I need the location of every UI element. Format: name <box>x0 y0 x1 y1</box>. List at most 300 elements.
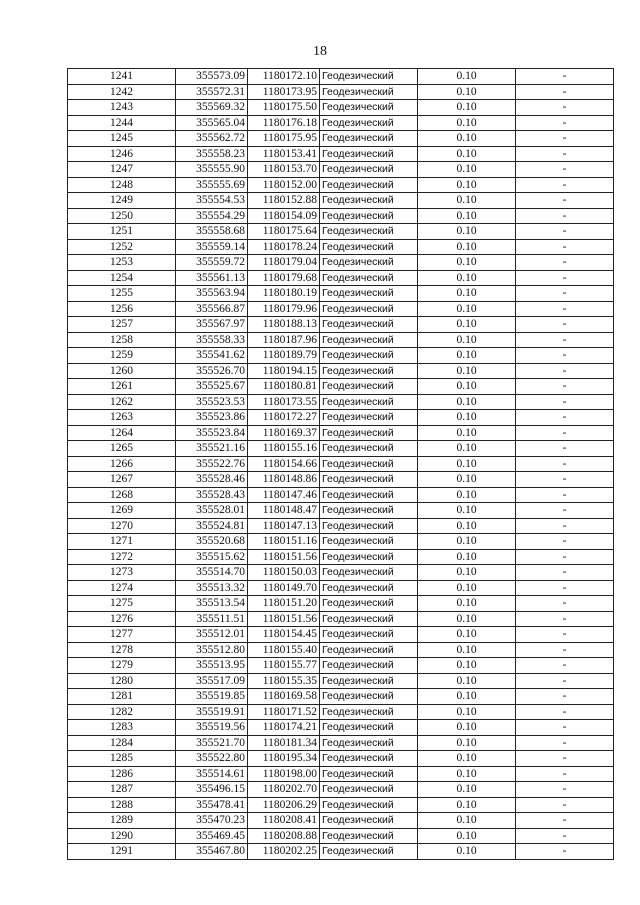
y-coordinate-cell: 1180152.88 <box>248 193 320 209</box>
x-coordinate-cell: 355569.32 <box>176 100 248 116</box>
x-coordinate-cell: 355528.01 <box>176 503 248 519</box>
table-row <box>68 596 614 612</box>
description-cell: - <box>516 115 614 131</box>
method-cell: Геодезический <box>320 224 418 240</box>
point-number-cell: 1285 <box>68 751 176 767</box>
point-number-cell: 1274 <box>68 580 176 596</box>
x-coordinate-cell: 355528.43 <box>176 487 248 503</box>
description-cell: - <box>516 177 614 193</box>
description-cell: - <box>516 131 614 147</box>
method-cell: Геодезический <box>320 782 418 798</box>
table-row <box>68 766 614 782</box>
description-cell: - <box>516 332 614 348</box>
method-cell: Геодезический <box>320 193 418 209</box>
description-cell: - <box>516 844 614 860</box>
point-number-cell: 1271 <box>68 534 176 550</box>
x-coordinate-cell: 355565.04 <box>176 115 248 131</box>
table-row <box>68 177 614 193</box>
table-row <box>68 472 614 488</box>
x-coordinate-cell: 355478.41 <box>176 797 248 813</box>
x-coordinate-cell: 355561.13 <box>176 270 248 286</box>
method-cell: Геодезический <box>320 131 418 147</box>
description-cell: - <box>516 441 614 457</box>
x-coordinate-cell: 355513.32 <box>176 580 248 596</box>
accuracy-cell: 0.10 <box>418 379 516 395</box>
table-row <box>68 317 614 333</box>
accuracy-cell: 0.10 <box>418 580 516 596</box>
point-number-cell: 1243 <box>68 100 176 116</box>
point-number-cell: 1264 <box>68 425 176 441</box>
x-coordinate-cell: 355511.51 <box>176 611 248 627</box>
table-row <box>68 69 614 85</box>
table-row <box>68 503 614 519</box>
accuracy-cell: 0.10 <box>418 518 516 534</box>
x-coordinate-cell: 355514.61 <box>176 766 248 782</box>
description-cell: - <box>516 301 614 317</box>
point-number-cell: 1256 <box>68 301 176 317</box>
table-row <box>68 425 614 441</box>
accuracy-cell: 0.10 <box>418 534 516 550</box>
accuracy-cell: 0.10 <box>418 332 516 348</box>
method-cell: Геодезический <box>320 69 418 85</box>
accuracy-cell: 0.10 <box>418 425 516 441</box>
point-number-cell: 1275 <box>68 596 176 612</box>
description-cell: - <box>516 425 614 441</box>
x-coordinate-cell: 355522.76 <box>176 456 248 472</box>
method-cell: Геодезический <box>320 410 418 426</box>
method-cell: Геодезический <box>320 534 418 550</box>
method-cell: Геодезический <box>320 270 418 286</box>
description-cell: - <box>516 813 614 829</box>
table-row <box>68 782 614 798</box>
x-coordinate-cell: 355566.87 <box>176 301 248 317</box>
method-cell: Геодезический <box>320 84 418 100</box>
table-row <box>68 131 614 147</box>
method-cell: Геодезический <box>320 100 418 116</box>
accuracy-cell: 0.10 <box>418 317 516 333</box>
point-number-cell: 1281 <box>68 689 176 705</box>
method-cell: Геодезический <box>320 766 418 782</box>
description-cell: - <box>516 580 614 596</box>
description-cell: - <box>516 549 614 565</box>
method-cell: Геодезический <box>320 239 418 255</box>
method-cell: Геодезический <box>320 627 418 643</box>
description-cell: - <box>516 84 614 100</box>
table-row <box>68 797 614 813</box>
method-cell: Геодезический <box>320 751 418 767</box>
description-cell: - <box>516 611 614 627</box>
description-cell: - <box>516 224 614 240</box>
accuracy-cell: 0.10 <box>418 751 516 767</box>
x-coordinate-cell: 355523.53 <box>176 394 248 410</box>
x-coordinate-cell: 355469.45 <box>176 828 248 844</box>
method-cell: Геодезический <box>320 549 418 565</box>
description-cell: - <box>516 642 614 658</box>
point-number-cell: 1283 <box>68 720 176 736</box>
x-coordinate-cell: 355524.81 <box>176 518 248 534</box>
table-row <box>68 224 614 240</box>
accuracy-cell: 0.10 <box>418 100 516 116</box>
table-row <box>68 100 614 116</box>
method-cell: Геодезический <box>320 797 418 813</box>
description-cell: - <box>516 239 614 255</box>
y-coordinate-cell: 1180155.35 <box>248 673 320 689</box>
table-row <box>68 363 614 379</box>
accuracy-cell: 0.10 <box>418 301 516 317</box>
method-cell: Геодезический <box>320 472 418 488</box>
y-coordinate-cell: 1180176.18 <box>248 115 320 131</box>
description-cell: - <box>516 146 614 162</box>
accuracy-cell: 0.10 <box>418 177 516 193</box>
accuracy-cell: 0.10 <box>418 69 516 85</box>
accuracy-cell: 0.10 <box>418 208 516 224</box>
method-cell: Геодезический <box>320 363 418 379</box>
y-coordinate-cell: 1180155.77 <box>248 658 320 674</box>
accuracy-cell: 0.10 <box>418 146 516 162</box>
table-row <box>68 270 614 286</box>
accuracy-cell: 0.10 <box>418 627 516 643</box>
y-coordinate-cell: 1180155.16 <box>248 441 320 457</box>
point-number-cell: 1290 <box>68 828 176 844</box>
y-coordinate-cell: 1180150.03 <box>248 565 320 581</box>
method-cell: Геодезический <box>320 441 418 457</box>
method-cell: Геодезический <box>320 813 418 829</box>
table-row <box>68 146 614 162</box>
method-cell: Геодезический <box>320 720 418 736</box>
x-coordinate-cell: 355519.56 <box>176 720 248 736</box>
y-coordinate-cell: 1180188.13 <box>248 317 320 333</box>
description-cell: - <box>516 208 614 224</box>
method-cell: Геодезический <box>320 394 418 410</box>
y-coordinate-cell: 1180155.40 <box>248 642 320 658</box>
accuracy-cell: 0.10 <box>418 720 516 736</box>
description-cell: - <box>516 348 614 364</box>
description-cell: - <box>516 379 614 395</box>
table-row <box>68 844 614 860</box>
point-number-cell: 1252 <box>68 239 176 255</box>
description-cell: - <box>516 255 614 271</box>
accuracy-cell: 0.10 <box>418 363 516 379</box>
description-cell: - <box>516 534 614 550</box>
description-cell: - <box>516 720 614 736</box>
x-coordinate-cell: 355523.86 <box>176 410 248 426</box>
y-coordinate-cell: 1180173.95 <box>248 84 320 100</box>
table-row <box>68 162 614 178</box>
accuracy-cell: 0.10 <box>418 162 516 178</box>
point-number-cell: 1261 <box>68 379 176 395</box>
y-coordinate-cell: 1180198.00 <box>248 766 320 782</box>
table-row <box>68 286 614 302</box>
table-row <box>68 239 614 255</box>
point-number-cell: 1253 <box>68 255 176 271</box>
accuracy-cell: 0.10 <box>418 255 516 271</box>
method-cell: Геодезический <box>320 301 418 317</box>
point-number-cell: 1246 <box>68 146 176 162</box>
table-row <box>68 441 614 457</box>
method-cell: Геодезический <box>320 255 418 271</box>
point-number-cell: 1244 <box>68 115 176 131</box>
description-cell: - <box>516 751 614 767</box>
description-cell: - <box>516 456 614 472</box>
method-cell: Геодезический <box>320 704 418 720</box>
table-row <box>68 115 614 131</box>
point-number-cell: 1279 <box>68 658 176 674</box>
y-coordinate-cell: 1180171.52 <box>248 704 320 720</box>
y-coordinate-cell: 1180194.15 <box>248 363 320 379</box>
table-row <box>68 627 614 643</box>
method-cell: Геодезический <box>320 689 418 705</box>
table-row <box>68 642 614 658</box>
table-row <box>68 813 614 829</box>
method-cell: Геодезический <box>320 580 418 596</box>
x-coordinate-cell: 355558.23 <box>176 146 248 162</box>
x-coordinate-cell: 355513.54 <box>176 596 248 612</box>
accuracy-cell: 0.10 <box>418 735 516 751</box>
description-cell: - <box>516 270 614 286</box>
method-cell: Геодезический <box>320 642 418 658</box>
accuracy-cell: 0.10 <box>418 611 516 627</box>
coordinates-table-body <box>68 69 614 860</box>
accuracy-cell: 0.10 <box>418 766 516 782</box>
table-row <box>68 549 614 565</box>
table-row <box>68 673 614 689</box>
point-number-cell: 1258 <box>68 332 176 348</box>
method-cell: Геодезический <box>320 503 418 519</box>
x-coordinate-cell: 355512.80 <box>176 642 248 658</box>
description-cell: - <box>516 518 614 534</box>
point-number-cell: 1287 <box>68 782 176 798</box>
point-number-cell: 1247 <box>68 162 176 178</box>
y-coordinate-cell: 1180189.79 <box>248 348 320 364</box>
x-coordinate-cell: 355541.62 <box>176 348 248 364</box>
x-coordinate-cell: 355526.70 <box>176 363 248 379</box>
accuracy-cell: 0.10 <box>418 565 516 581</box>
accuracy-cell: 0.10 <box>418 487 516 503</box>
accuracy-cell: 0.10 <box>418 193 516 209</box>
point-number-cell: 1263 <box>68 410 176 426</box>
x-coordinate-cell: 355558.68 <box>176 224 248 240</box>
accuracy-cell: 0.10 <box>418 84 516 100</box>
y-coordinate-cell: 1180151.20 <box>248 596 320 612</box>
method-cell: Геодезический <box>320 379 418 395</box>
x-coordinate-cell: 355525.67 <box>176 379 248 395</box>
x-coordinate-cell: 355567.97 <box>176 317 248 333</box>
method-cell: Геодезический <box>320 115 418 131</box>
accuracy-cell: 0.10 <box>418 828 516 844</box>
point-number-cell: 1250 <box>68 208 176 224</box>
accuracy-cell: 0.10 <box>418 844 516 860</box>
description-cell: - <box>516 596 614 612</box>
y-coordinate-cell: 1180181.34 <box>248 735 320 751</box>
x-coordinate-cell: 355517.09 <box>176 673 248 689</box>
y-coordinate-cell: 1180175.95 <box>248 131 320 147</box>
point-number-cell: 1255 <box>68 286 176 302</box>
description-cell: - <box>516 704 614 720</box>
x-coordinate-cell: 355523.84 <box>176 425 248 441</box>
table-row <box>68 534 614 550</box>
x-coordinate-cell: 355496.15 <box>176 782 248 798</box>
accuracy-cell: 0.10 <box>418 239 516 255</box>
y-coordinate-cell: 1180179.04 <box>248 255 320 271</box>
y-coordinate-cell: 1180208.41 <box>248 813 320 829</box>
y-coordinate-cell: 1180179.68 <box>248 270 320 286</box>
x-coordinate-cell: 355558.33 <box>176 332 248 348</box>
method-cell: Геодезический <box>320 208 418 224</box>
method-cell: Геодезический <box>320 286 418 302</box>
table-row <box>68 410 614 426</box>
description-cell: - <box>516 363 614 379</box>
table-row <box>68 456 614 472</box>
y-coordinate-cell: 1180149.70 <box>248 580 320 596</box>
table-row <box>68 704 614 720</box>
point-number-cell: 1268 <box>68 487 176 503</box>
description-cell: - <box>516 782 614 798</box>
accuracy-cell: 0.10 <box>418 596 516 612</box>
method-cell: Геодезический <box>320 518 418 534</box>
table-row <box>68 565 614 581</box>
method-cell: Геодезический <box>320 425 418 441</box>
x-coordinate-cell: 355520.68 <box>176 534 248 550</box>
x-coordinate-cell: 355513.95 <box>176 658 248 674</box>
x-coordinate-cell: 355514.70 <box>176 565 248 581</box>
table-row <box>68 487 614 503</box>
point-number-cell: 1272 <box>68 549 176 565</box>
x-coordinate-cell: 355470.23 <box>176 813 248 829</box>
description-cell: - <box>516 69 614 85</box>
method-cell: Геодезический <box>320 348 418 364</box>
table-row <box>68 611 614 627</box>
x-coordinate-cell: 355521.16 <box>176 441 248 457</box>
x-coordinate-cell: 355522.80 <box>176 751 248 767</box>
y-coordinate-cell: 1180147.13 <box>248 518 320 534</box>
point-number-cell: 1249 <box>68 193 176 209</box>
table-row <box>68 332 614 348</box>
accuracy-cell: 0.10 <box>418 472 516 488</box>
point-number-cell: 1288 <box>68 797 176 813</box>
accuracy-cell: 0.10 <box>418 782 516 798</box>
y-coordinate-cell: 1180180.81 <box>248 379 320 395</box>
point-number-cell: 1241 <box>68 69 176 85</box>
x-coordinate-cell: 355572.31 <box>176 84 248 100</box>
point-number-cell: 1259 <box>68 348 176 364</box>
accuracy-cell: 0.10 <box>418 549 516 565</box>
y-coordinate-cell: 1180174.21 <box>248 720 320 736</box>
accuracy-cell: 0.10 <box>418 348 516 364</box>
accuracy-cell: 0.10 <box>418 658 516 674</box>
point-number-cell: 1251 <box>68 224 176 240</box>
table-row <box>68 658 614 674</box>
method-cell: Геодезический <box>320 146 418 162</box>
description-cell: - <box>516 689 614 705</box>
x-coordinate-cell: 355521.70 <box>176 735 248 751</box>
method-cell: Геодезический <box>320 456 418 472</box>
x-coordinate-cell: 355555.69 <box>176 177 248 193</box>
point-number-cell: 1273 <box>68 565 176 581</box>
y-coordinate-cell: 1180206.29 <box>248 797 320 813</box>
accuracy-cell: 0.10 <box>418 797 516 813</box>
method-cell: Геодезический <box>320 162 418 178</box>
description-cell: - <box>516 797 614 813</box>
table-row <box>68 255 614 271</box>
accuracy-cell: 0.10 <box>418 115 516 131</box>
point-number-cell: 1269 <box>68 503 176 519</box>
y-coordinate-cell: 1180148.86 <box>248 472 320 488</box>
accuracy-cell: 0.10 <box>418 456 516 472</box>
x-coordinate-cell: 355528.46 <box>176 472 248 488</box>
method-cell: Геодезический <box>320 611 418 627</box>
table-row <box>68 301 614 317</box>
accuracy-cell: 0.10 <box>418 673 516 689</box>
y-coordinate-cell: 1180154.45 <box>248 627 320 643</box>
x-coordinate-cell: 355554.53 <box>176 193 248 209</box>
point-number-cell: 1260 <box>68 363 176 379</box>
point-number-cell: 1257 <box>68 317 176 333</box>
accuracy-cell: 0.10 <box>418 270 516 286</box>
y-coordinate-cell: 1180154.66 <box>248 456 320 472</box>
point-number-cell: 1276 <box>68 611 176 627</box>
method-cell: Геодезический <box>320 487 418 503</box>
method-cell: Геодезический <box>320 844 418 860</box>
y-coordinate-cell: 1180169.58 <box>248 689 320 705</box>
point-number-cell: 1289 <box>68 813 176 829</box>
table-row <box>68 518 614 534</box>
table-row <box>68 348 614 364</box>
table-row <box>68 208 614 224</box>
y-coordinate-cell: 1180202.70 <box>248 782 320 798</box>
x-coordinate-cell: 355559.14 <box>176 239 248 255</box>
y-coordinate-cell: 1180169.37 <box>248 425 320 441</box>
point-number-cell: 1254 <box>68 270 176 286</box>
description-cell: - <box>516 627 614 643</box>
accuracy-cell: 0.10 <box>418 441 516 457</box>
method-cell: Геодезический <box>320 317 418 333</box>
description-cell: - <box>516 410 614 426</box>
y-coordinate-cell: 1180179.96 <box>248 301 320 317</box>
description-cell: - <box>516 487 614 503</box>
point-number-cell: 1291 <box>68 844 176 860</box>
y-coordinate-cell: 1180187.96 <box>248 332 320 348</box>
method-cell: Геодезический <box>320 735 418 751</box>
point-number-cell: 1262 <box>68 394 176 410</box>
method-cell: Геодезический <box>320 596 418 612</box>
y-coordinate-cell: 1180208.88 <box>248 828 320 844</box>
accuracy-cell: 0.10 <box>418 394 516 410</box>
accuracy-cell: 0.10 <box>418 503 516 519</box>
description-cell: - <box>516 565 614 581</box>
table-row <box>68 720 614 736</box>
point-number-cell: 1282 <box>68 704 176 720</box>
point-number-cell: 1270 <box>68 518 176 534</box>
accuracy-cell: 0.10 <box>418 131 516 147</box>
accuracy-cell: 0.10 <box>418 642 516 658</box>
table-row <box>68 751 614 767</box>
x-coordinate-cell: 355573.09 <box>176 69 248 85</box>
description-cell: - <box>516 828 614 844</box>
x-coordinate-cell: 355563.94 <box>176 286 248 302</box>
point-number-cell: 1267 <box>68 472 176 488</box>
table-row <box>68 193 614 209</box>
y-coordinate-cell: 1180172.10 <box>248 69 320 85</box>
coordinates-table <box>67 68 614 860</box>
method-cell: Геодезический <box>320 658 418 674</box>
y-coordinate-cell: 1180175.64 <box>248 224 320 240</box>
page-number: 18 <box>313 44 327 59</box>
table-row <box>68 84 614 100</box>
description-cell: - <box>516 193 614 209</box>
point-number-cell: 1284 <box>68 735 176 751</box>
method-cell: Геодезический <box>320 828 418 844</box>
table-row <box>68 689 614 705</box>
